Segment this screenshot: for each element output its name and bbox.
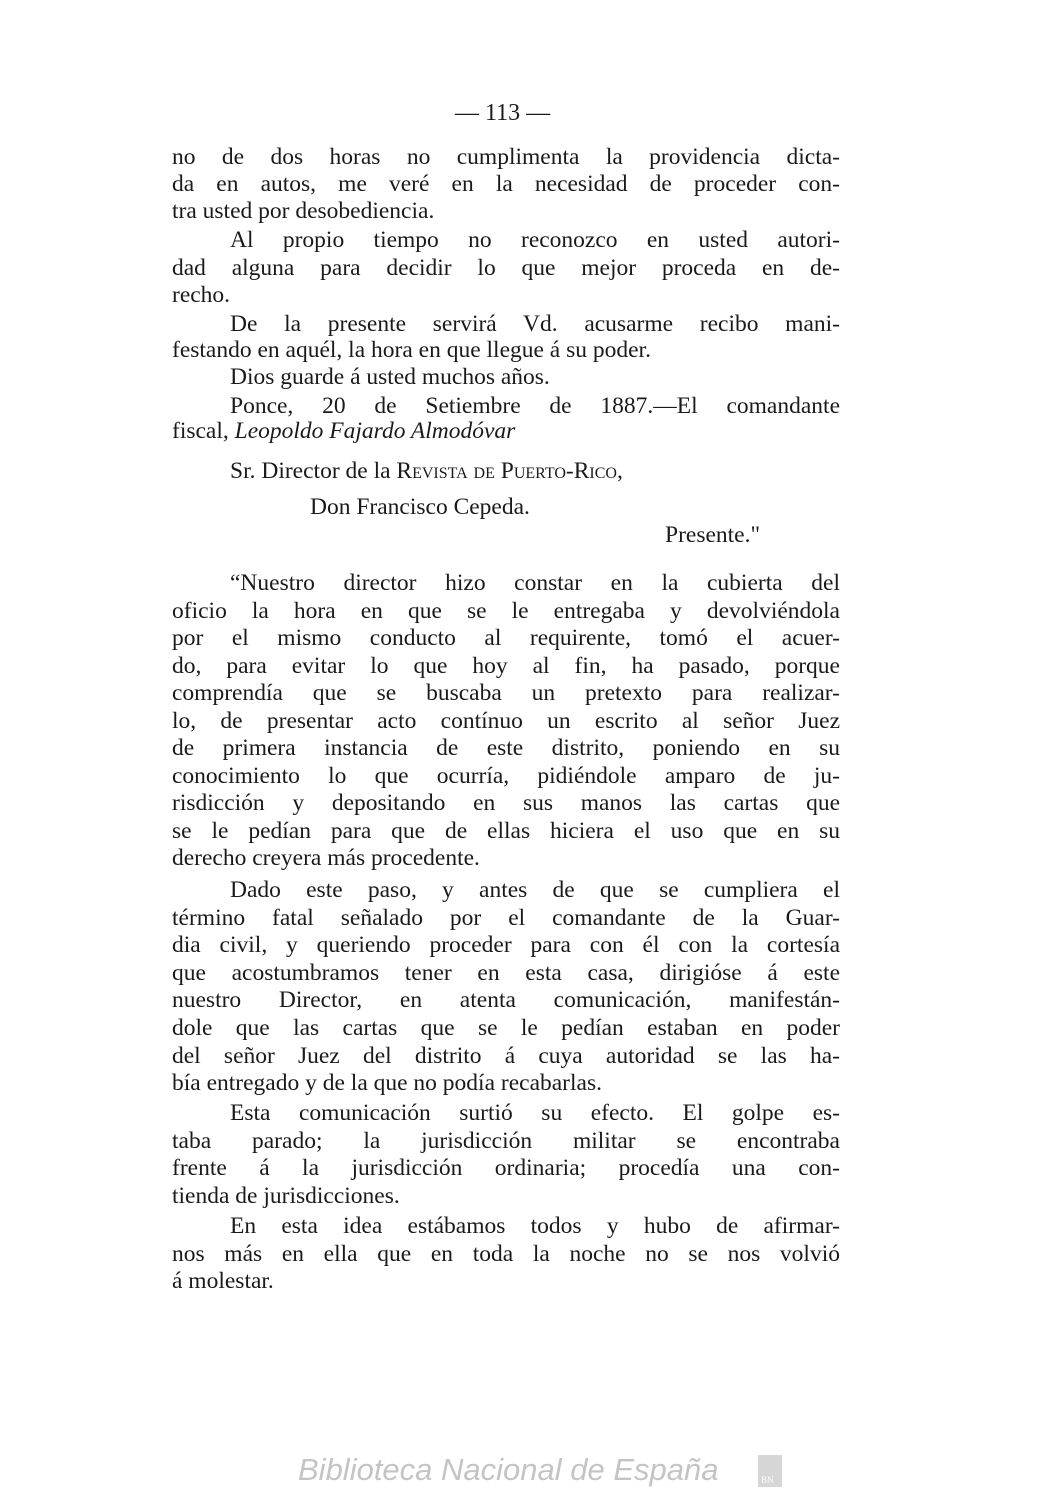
- text-line: Al propio tiempo no reconozco en usted autori-: [230, 227, 840, 253]
- text-line: Dado este paso, y antes de que se cumpliera el: [230, 877, 840, 903]
- text-line: lo, de presentar acto contínuo un escrito al señor Juez: [172, 707, 840, 734]
- letter-address: [230, 458, 623, 485]
- text-line: dad alguna para decidir lo que mejor proceda en de-: [172, 255, 840, 281]
- text-line: Esta comunicación surtió su efecto. El golpe es-: [230, 1100, 840, 1126]
- text-line: Ponce, 20 de Setiembre de 1887.—El comandante: [230, 393, 840, 419]
- text-line: En esta idea estábamos todos y hubo de afirmar-: [230, 1213, 840, 1239]
- page-number: — 113 —: [455, 100, 551, 126]
- text-line: que acostumbramos tener en esta casa, dirigióse á este: [172, 959, 840, 986]
- text-line: á molestar.: [172, 1268, 274, 1295]
- text-line: conocimiento lo que ocurría, pidiéndole amparo de ju-: [172, 762, 840, 789]
- address-journal: Revista de Puerto-Rico,: [396, 458, 623, 484]
- text-line: no de dos horas no cumplimenta la providencia dicta-: [172, 144, 840, 170]
- text-line: término fatal señalado por el comandante de la Guar-: [172, 904, 840, 931]
- text-line: se le pedían para que de ellas hiciera el uso que en su: [172, 817, 840, 844]
- text-line: dole que las cartas que se le pedían estaban en poder: [172, 1015, 840, 1041]
- text-line: recho.: [172, 282, 231, 308]
- text-line: “Nuestro director hizo constar en la cubierta del: [230, 570, 840, 596]
- text-line: dia civil, y queriendo proceder para con él con la cortesía: [172, 932, 840, 959]
- text-line: tienda de jurisdicciones.: [172, 1183, 400, 1210]
- letter-signature: [172, 418, 515, 445]
- text-line: bía entregado y de la que no podía recabarlas.: [172, 1070, 602, 1097]
- signature-name: Leopoldo Fajardo Almodóvar: [234, 418, 516, 444]
- text-line: del señor Juez del distrito á cuya autoridad se las ha-: [172, 1042, 840, 1069]
- text-line: nos más en ella que en toda la noche no se nos volvió: [172, 1240, 840, 1267]
- logo-text: BN: [761, 1475, 774, 1485]
- text-line: nuestro Director, en atenta comunicación, manifestán-: [172, 987, 840, 1014]
- text-line: festando en aquél, la hora en que llegue á su poder.: [172, 337, 651, 363]
- text-line: Dios guarde á usted muchos años.: [230, 364, 550, 390]
- address-prefix: Sr. Director de la: [230, 458, 391, 484]
- text-line: oficio la hora en que se le entregaba y devolviéndola: [172, 597, 840, 624]
- address-closing: Presente.": [665, 522, 761, 548]
- text-line: do, para evitar lo que hoy al fin, ha pasado, porque: [172, 652, 840, 679]
- text-line: De la presente servirá Vd. acusarme recibo mani-: [230, 311, 840, 337]
- signature-prefix: fiscal,: [172, 418, 229, 444]
- address-name: Don Francisco Cepeda.: [310, 494, 530, 520]
- text-line: de primera instancia de este distrito, poniendo en su: [172, 735, 840, 761]
- text-line: da en autos, me veré en la necesidad de proceder con-: [172, 171, 840, 197]
- text-line: frente á la jurisdicción ordinaria; procedía una con-: [172, 1155, 840, 1182]
- text-line: risdicción y depositando en sus manos las cartas que: [172, 790, 840, 816]
- watermark: Biblioteca Nacional de España: [298, 1452, 719, 1487]
- text-line: por el mismo conducto al requirente, tomó el acuer-: [172, 625, 840, 651]
- text-line: derecho creyera más procedente.: [172, 845, 480, 871]
- text-line: comprendía que se buscaba un pretexto para realizar-: [172, 680, 840, 706]
- text-line: taba parado; la jurisdicción militar se encontraba: [172, 1127, 840, 1154]
- bne-logo-icon: [758, 1455, 782, 1487]
- text-line: tra usted por desobediencia.: [172, 198, 435, 224]
